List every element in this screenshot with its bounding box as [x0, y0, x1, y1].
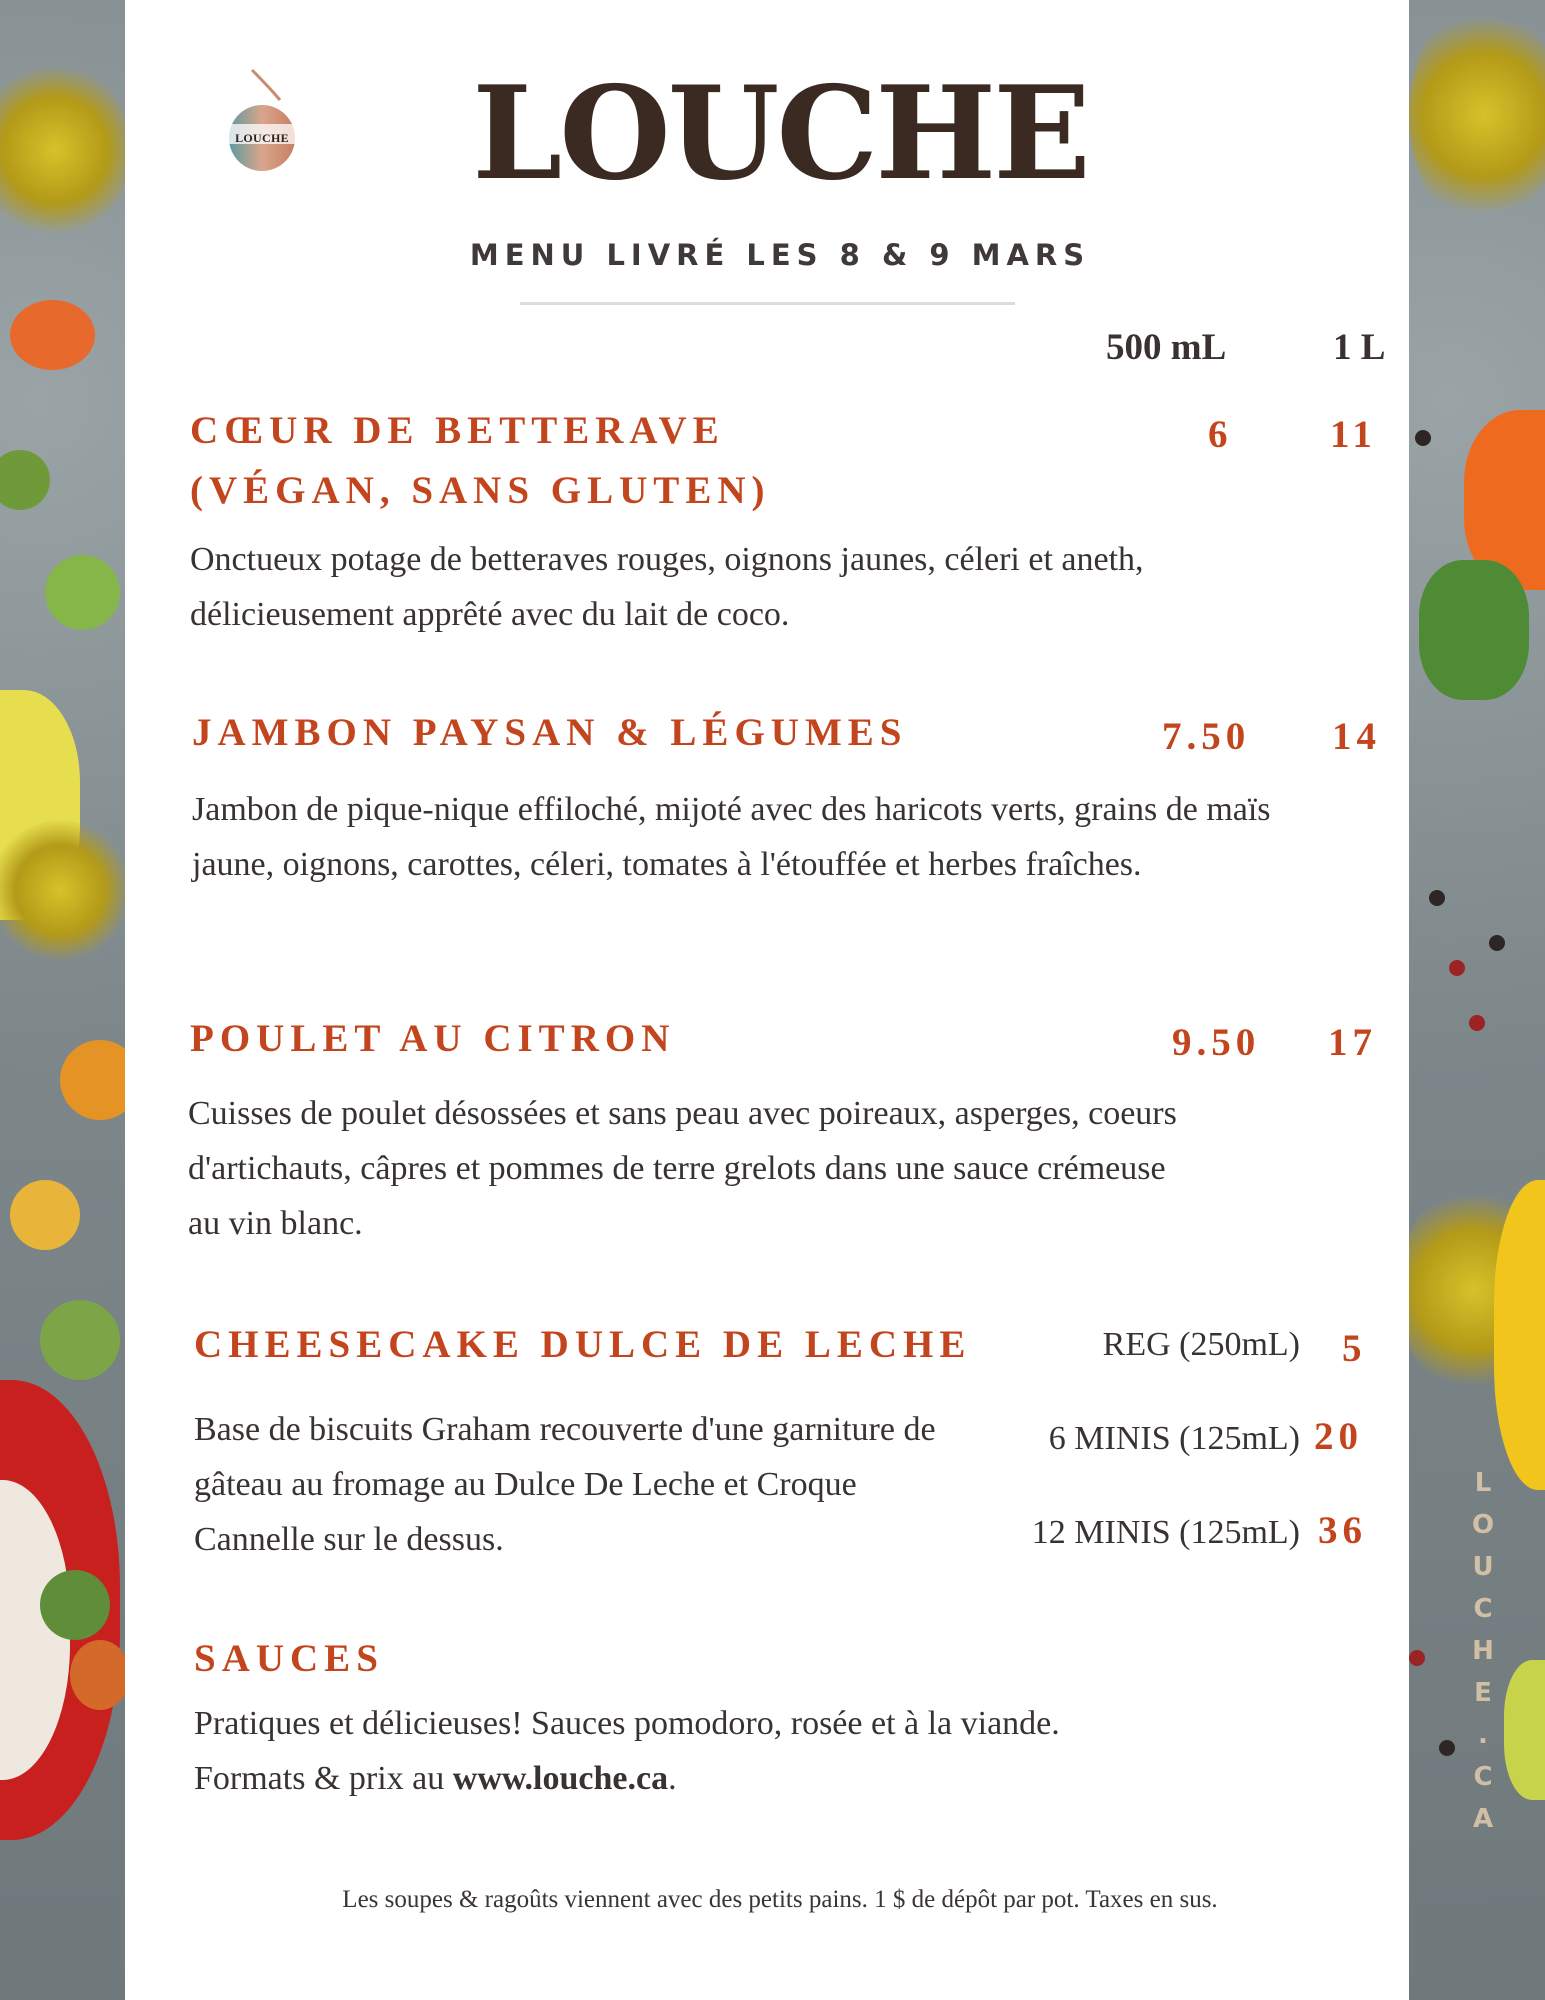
item-description: Jambon de pique-nique effiloché, mijoté avec des haricots verts, grains de maïs jaune, oignons, carottes, céleri, tomates à l'étouffée et herbes fraîches.: [192, 791, 1271, 883]
sauces-prefix: Formats & prix au: [194, 1760, 445, 1797]
dessert-description: Base de biscuits Graham recouverte d'une garniture de gâteau au fromage au Dulce De Leche et Croque Cannelle sur le dessus.: [194, 1411, 936, 1558]
item-subtitle: (VÉGAN, SANS GLUTEN): [190, 469, 771, 512]
column-header-large: 1 L: [1333, 327, 1386, 368]
format-label: 6 MINIS (125mL): [1048, 1420, 1300, 1457]
price-small: 7.50: [1162, 715, 1251, 758]
format-price: 36: [1318, 1509, 1367, 1552]
price-small: 9.50: [1172, 1021, 1261, 1064]
website-link[interactable]: www.louche.ca: [452, 1760, 669, 1797]
item-title: JAMBON PAYSAN & LÉGUMES: [192, 711, 908, 754]
sauces-suffix: .: [668, 1760, 677, 1797]
format-label: REG (250mL): [1102, 1326, 1300, 1363]
sauces-line: Pratiques et délicieuses! Sauces pomodoro, rosée et à la viande.: [194, 1705, 1060, 1742]
column-header-small: 500 mL: [1106, 327, 1227, 368]
price-small: 6: [1208, 413, 1233, 456]
sauces-line: [194, 1751, 1374, 1806]
sauces-title: SAUCES: [194, 1637, 384, 1680]
price-large: 17: [1328, 1021, 1377, 1064]
format-price: 5: [1342, 1327, 1367, 1370]
price-large: 14: [1332, 715, 1381, 758]
format-price: 20: [1314, 1415, 1363, 1458]
dessert-title: CHEESECAKE DULCE DE LECHE: [194, 1323, 972, 1366]
item-title: POULET AU CITRON: [190, 1017, 676, 1060]
menu-subtitle: MENU LIVRÉ LES 8 & 9 MARS: [469, 238, 1091, 272]
footer-note: Les soupes & ragoûts viennent avec des petits pains. 1 $ de dépôt par pot. Taxes en sus.: [342, 1886, 1218, 1913]
divider: [520, 302, 1015, 305]
louche-logo-icon: [220, 66, 304, 176]
price-large: 11: [1330, 413, 1377, 456]
vertical-brand-text: L O U C H E . C A: [1471, 1468, 1495, 1834]
item-title: CŒUR DE BETTERAVE: [190, 409, 725, 452]
logo-text: LOUCHE: [235, 131, 289, 145]
item-description: Cuisses de poulet désossées et sans peau avec poireaux, asperges, coeurs d'artichauts, câpres et pommes de terre grelots dans une sauce crémeuse au vin blanc.: [188, 1095, 1177, 1242]
left-decorative-panel: [0, 0, 125, 2000]
item-description: Onctueux potage de betteraves rouges, oignons jaunes, céleri et aneth, délicieusement apprêté avec du lait de coco.: [190, 541, 1144, 633]
brand-title: LOUCHE: [472, 59, 1088, 209]
format-label: 12 MINIS (125mL): [1031, 1514, 1300, 1551]
